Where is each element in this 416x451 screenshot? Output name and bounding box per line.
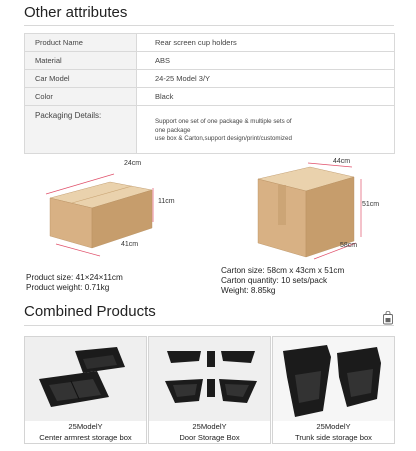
attr-key: Color: [25, 88, 137, 106]
dim-label-length: 41cm: [121, 241, 139, 248]
armrest-box-image: [25, 337, 146, 421]
product-name: Door Storage Box: [179, 433, 240, 442]
product-image: [273, 337, 394, 421]
table-row: [25, 52, 395, 70]
product-card-trunk[interactable]: [272, 336, 395, 444]
product-model: 25ModelY: [68, 422, 103, 431]
dim-label-width: 24cm: [124, 160, 142, 167]
attr-key: Material: [25, 52, 137, 70]
product-model: 25ModelY: [316, 422, 351, 431]
other-attributes-title: Other attributes: [24, 4, 128, 21]
carton-dim-label-length: 58cm: [340, 242, 358, 249]
carton-tape: [278, 185, 286, 225]
attr-key: Product Name: [25, 34, 137, 52]
product-card-armrest[interactable]: [24, 336, 147, 444]
title-divider: [24, 325, 394, 326]
product-image: [149, 337, 270, 421]
table-row: [25, 70, 395, 88]
packaging-line: Support one set of one package & multiple sets of: [155, 118, 292, 126]
carton-dim-label-height: 51cm: [362, 201, 380, 208]
table-row: [25, 34, 395, 52]
product-box-illustration: [40, 160, 200, 260]
door-box-piece: [207, 379, 215, 397]
attr-value: ABS: [137, 52, 395, 70]
attr-value: Rear screen cup holders: [137, 34, 395, 52]
attr-value: Black: [137, 88, 395, 106]
carton-illustration: [248, 155, 378, 265]
table-row: [25, 88, 395, 106]
carton-weight-text: Weight: 8.85kg: [221, 286, 276, 295]
carton-dim-label-width: 44cm: [333, 158, 351, 165]
door-box-image: [149, 337, 270, 421]
attr-key: Car Model: [25, 70, 137, 88]
product-model: 25ModelY: [192, 422, 227, 431]
product-card-door[interactable]: [148, 336, 271, 444]
table-row: [25, 106, 395, 154]
door-box-piece: [207, 351, 215, 367]
attr-value: [137, 106, 395, 154]
attr-value: 24-25 Model 3/Y: [137, 70, 395, 88]
packaging-line: use box & Carton,support design/print/customized: [155, 135, 292, 143]
product-name: Center armrest storage box: [39, 433, 132, 442]
product-weight-text: Product weight: 0.71kg: [26, 283, 110, 292]
cart-icon[interactable]: [382, 311, 394, 325]
combined-products-title: Combined Products: [24, 303, 156, 320]
carton-size-text: Carton size: 58cm x 43cm x 51cm: [221, 266, 345, 275]
title-divider: [24, 25, 394, 26]
trunk-box-image: [273, 337, 394, 421]
product-name: Trunk side storage box: [295, 433, 372, 442]
product-size-text: Product size: 41×24×11cm: [26, 273, 123, 282]
door-box-piece: [167, 351, 201, 363]
attributes-table: [24, 33, 395, 154]
carton-quantity-text: Carton quantity: 10 sets/pack: [221, 276, 328, 285]
dim-label-height: 11cm: [158, 198, 175, 205]
attr-key: Packaging Details:: [25, 106, 137, 154]
door-box-piece: [221, 351, 255, 363]
product-image: [25, 337, 146, 421]
packaging-line: one package: [155, 126, 191, 134]
packaging-lines: [155, 115, 394, 144]
